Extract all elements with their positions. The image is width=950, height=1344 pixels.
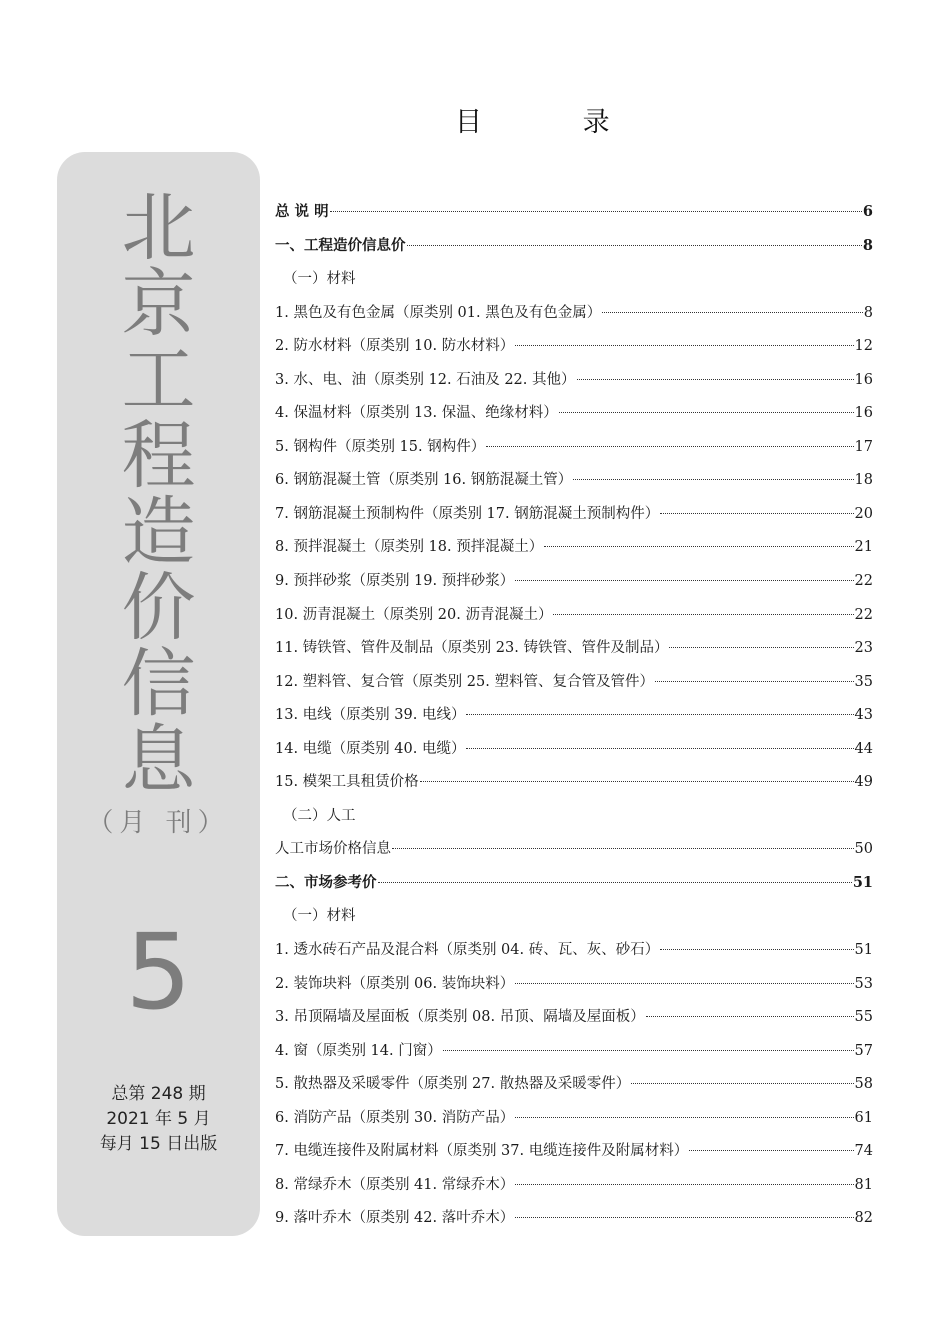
title-char: 京 <box>121 261 196 347</box>
title-char: 工 <box>121 337 196 423</box>
dot-leader <box>559 412 854 413</box>
toc-entry[interactable] <box>275 1106 873 1140</box>
toc-page-number[interactable]: 81 <box>854 1176 873 1193</box>
dot-leader <box>378 882 852 883</box>
dot-leader <box>577 379 854 380</box>
toc-entry[interactable] <box>275 770 873 804</box>
toc-page-number[interactable]: 35 <box>854 673 873 690</box>
dot-leader <box>486 446 853 447</box>
title-char: 造 <box>121 489 196 575</box>
title-char: 信 <box>121 641 196 727</box>
dot-leader <box>515 580 853 581</box>
toc-page-number[interactable]: 8 <box>863 304 873 321</box>
dot-leader <box>515 1184 853 1185</box>
dot-leader <box>466 714 853 715</box>
toc-page-number[interactable]: 23 <box>854 640 873 657</box>
toc-entry[interactable] <box>275 603 873 637</box>
dot-leader <box>646 1016 854 1017</box>
toc-page-number[interactable]: 22 <box>854 606 873 623</box>
toc-page-number[interactable]: 12 <box>854 338 873 355</box>
toc-entry[interactable] <box>275 670 873 704</box>
magazine-side-panel <box>57 152 260 1236</box>
dot-leader <box>689 1150 853 1151</box>
toc-page-number[interactable]: 49 <box>854 774 873 791</box>
dot-leader <box>544 546 853 547</box>
toc-entry-title[interactable]: 13. 电线（原类别 39. 电线） <box>275 707 466 724</box>
dot-leader <box>553 614 853 615</box>
title-char: 北 <box>121 185 196 271</box>
toc-section-heading <box>275 267 873 301</box>
toc-entry-title[interactable]: 2. 装饰块料（原类别 06. 装饰块料） <box>275 975 515 992</box>
toc-entry-title[interactable]: 15. 模架工具租赁价格 <box>275 774 419 791</box>
toc-page-number[interactable]: 6 <box>862 203 873 220</box>
toc-entry-title[interactable]: 10. 沥青混凝土（原类别 20. 沥青混凝土） <box>275 606 553 623</box>
toc-page-number[interactable]: 53 <box>854 975 873 992</box>
dot-leader <box>515 1217 853 1218</box>
toc-entry-title[interactable]: 总 说 明 <box>275 203 329 220</box>
toc-entry-title[interactable]: 1. 黑色及有色金属（原类别 01. 黑色及有色金属） <box>275 304 602 321</box>
toc-page-number[interactable]: 43 <box>854 707 873 724</box>
toc-page-number[interactable]: 51 <box>852 873 873 891</box>
toc-entry[interactable] <box>275 334 873 368</box>
toc-entry[interactable] <box>275 435 873 469</box>
toc-page-number[interactable]: 51 <box>854 942 873 959</box>
toc-entry[interactable] <box>275 368 873 402</box>
toc-entry-title[interactable]: 二、市场参考价 <box>275 873 377 891</box>
toc-entry[interactable] <box>275 502 873 536</box>
toc-entry-title[interactable]: 8. 预拌混凝土（原类别 18. 预拌混凝土） <box>275 539 544 556</box>
toc-entry[interactable] <box>275 301 873 335</box>
toc-page-number[interactable]: 8 <box>862 236 873 254</box>
toc-entry-title[interactable]: 8. 常绿乔木（原类别 41. 常绿乔木） <box>275 1176 515 1193</box>
toc-entry[interactable] <box>275 1072 873 1106</box>
toc-entry[interactable] <box>275 938 873 972</box>
dot-leader <box>466 748 853 749</box>
toc-entry-title[interactable]: 7. 电缆连接件及附属材料（原类别 37. 电缆连接件及附属材料） <box>275 1143 689 1160</box>
toc-entry[interactable] <box>275 737 873 771</box>
dot-leader <box>655 681 854 682</box>
toc-entry[interactable] <box>275 234 873 268</box>
toc-entry[interactable] <box>275 871 873 905</box>
dot-leader <box>392 848 854 849</box>
toc-entry-title[interactable]: 4. 窗（原类别 14. 门窗） <box>275 1042 442 1059</box>
page-title: 目 录 <box>455 107 656 138</box>
publication-frequency: （月 刊） <box>87 808 230 838</box>
toc-entry-title[interactable]: 3. 吊顶隔墙及屋面板（原类别 08. 吊顶、隔墙及屋面板） <box>275 1009 645 1026</box>
toc-section-label: （二）人工 <box>283 807 356 824</box>
toc-entry[interactable] <box>275 972 873 1006</box>
toc-page-number[interactable]: 18 <box>854 472 873 489</box>
toc-section-label: （一）材料 <box>283 271 356 288</box>
toc-entry[interactable] <box>275 1206 873 1240</box>
toc-page-number[interactable]: 21 <box>854 539 873 556</box>
dot-leader <box>420 781 854 782</box>
dot-leader <box>515 345 853 346</box>
total-issue: 总第 248 期 <box>111 1084 206 1104</box>
toc-page-number[interactable]: 55 <box>854 1009 873 1026</box>
dot-leader <box>443 1050 854 1051</box>
toc-entry-title[interactable]: 1. 透水砖石产品及混合料（原类别 04. 砖、瓦、灰、砂石） <box>275 942 660 959</box>
toc-entry-title[interactable]: 4. 保温材料（原类别 13. 保温、绝缘材料） <box>275 405 558 422</box>
magazine-title <box>57 185 260 803</box>
toc-section-heading <box>275 904 873 938</box>
toc-entry-title[interactable]: 6. 消防产品（原类别 30. 消防产品） <box>275 1109 515 1126</box>
toc-entry-title[interactable]: 一、工程造价信息价 <box>275 236 406 254</box>
issue-date: 2021 年 5 月 <box>106 1109 211 1129</box>
toc-entry[interactable] <box>275 1173 873 1207</box>
title-char: 息 <box>121 717 196 803</box>
dot-leader <box>631 1083 853 1084</box>
dot-leader <box>669 647 853 648</box>
dot-leader <box>660 513 853 514</box>
toc-entry[interactable] <box>275 837 873 871</box>
toc-page-number[interactable]: 16 <box>854 371 873 388</box>
toc-entry[interactable] <box>275 200 873 234</box>
toc-page-number[interactable]: 57 <box>854 1042 873 1059</box>
toc-page-number[interactable]: 61 <box>854 1109 873 1126</box>
toc-page-number[interactable]: 74 <box>854 1143 873 1160</box>
toc-entry[interactable] <box>275 636 873 670</box>
issue-number: 5 <box>125 911 192 1033</box>
toc-entry-title[interactable]: 6. 钢筋混凝土管（原类别 16. 钢筋混凝土管） <box>275 472 573 489</box>
toc-page-number[interactable]: 50 <box>854 841 873 858</box>
toc-page-number[interactable]: 44 <box>854 740 873 757</box>
toc-page-number[interactable]: 16 <box>854 405 873 422</box>
toc-page-number[interactable]: 17 <box>854 438 873 455</box>
toc-entry-title[interactable]: 5. 散热器及采暖零件（原类别 27. 散热器及采暖零件） <box>275 1076 631 1093</box>
toc-entry-title[interactable]: 7. 钢筋混凝土预制构件（原类别 17. 钢筋混凝土预制构件） <box>275 505 660 522</box>
toc-entry[interactable] <box>275 468 873 502</box>
dot-leader <box>330 211 862 212</box>
toc-entry-title[interactable]: 人工市场价格信息 <box>275 841 391 858</box>
dot-leader <box>573 479 853 480</box>
toc-entry-title[interactable]: 14. 电缆（原类别 40. 电缆） <box>275 740 466 757</box>
toc-entry[interactable] <box>275 1039 873 1073</box>
toc-entry[interactable] <box>275 569 873 603</box>
issue-meta <box>57 1082 260 1157</box>
toc-entry-title[interactable]: 11. 铸铁管、管件及制品（原类别 23. 铸铁管、管件及制品） <box>275 640 669 657</box>
toc-page-number[interactable]: 22 <box>854 573 873 590</box>
toc-entry[interactable] <box>275 535 873 569</box>
title-char: 价 <box>121 565 196 651</box>
toc-entry[interactable] <box>275 1005 873 1039</box>
toc-entry[interactable] <box>275 703 873 737</box>
toc-entry-title[interactable]: 12. 塑料管、复合管（原类别 25. 塑料管、复合管及管件） <box>275 673 654 690</box>
toc-page-number[interactable]: 20 <box>854 505 873 522</box>
toc-section-heading <box>275 804 873 838</box>
toc-entry-title[interactable]: 9. 落叶乔木（原类别 42. 落叶乔木） <box>275 1210 515 1227</box>
toc-entry[interactable] <box>275 1139 873 1173</box>
toc-entry-title[interactable]: 5. 钢构件（原类别 15. 钢构件） <box>275 438 486 455</box>
dot-leader <box>602 312 863 313</box>
toc-entry-title[interactable]: 2. 防水材料（原类别 10. 防水材料） <box>275 338 515 355</box>
title-char: 程 <box>121 413 196 499</box>
toc-section-label: （一）材料 <box>283 908 356 925</box>
dot-leader <box>515 983 853 984</box>
publish-schedule: 每月 15 日出版 <box>99 1134 218 1154</box>
toc-page-number[interactable]: 82 <box>854 1210 873 1227</box>
toc-entry-title[interactable]: 3. 水、电、油（原类别 12. 石油及 22. 其他） <box>275 371 576 388</box>
toc-entry-title[interactable]: 9. 预拌砂浆（原类别 19. 预拌砂浆） <box>275 573 515 590</box>
toc-page-number[interactable]: 58 <box>854 1076 873 1093</box>
table-of-contents <box>275 200 873 1240</box>
dot-leader <box>515 1117 853 1118</box>
toc-entry[interactable] <box>275 401 873 435</box>
dot-leader <box>407 245 862 246</box>
dot-leader <box>660 949 853 950</box>
